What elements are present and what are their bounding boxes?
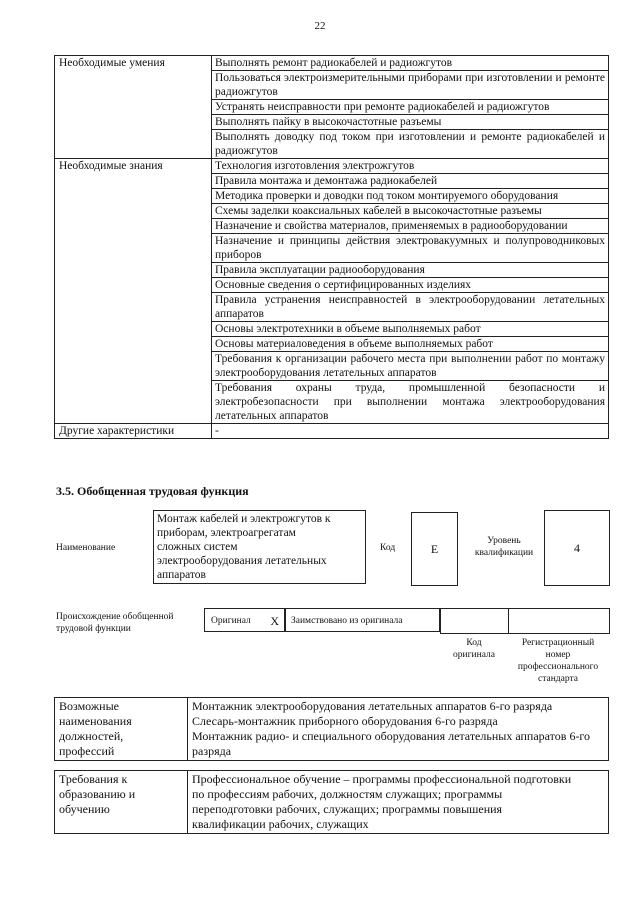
knowledge-item: Методика проверки и доводки под током монтируемого оборудования <box>212 189 609 204</box>
function-name-line: Монтаж кабелей и электрожгутов к <box>157 513 331 525</box>
qualification-level-label: Уровень квалификации <box>474 536 534 558</box>
qualification-level-box: 4 <box>544 510 610 586</box>
row-label-skills: Необходимые умения <box>55 56 212 159</box>
registration-number-caption: Регистрационный номер профессионального стандарта <box>517 638 599 684</box>
function-name-line: электрооборудования летательных <box>157 555 327 567</box>
function-name-line: приборам, электроагрегатам <box>157 527 296 539</box>
skill-item: Устранять неисправности при ремонте радиокабелей и радиожгутов <box>212 100 609 115</box>
skill-item: Пользоваться электроизмерительными приборами при изготовлении и ремонте радиожгутов <box>212 71 609 100</box>
table-row <box>55 424 609 439</box>
origin-code-cell <box>440 608 510 634</box>
position-item: Монтажник радио- и специального оборудования летательных аппаратов 6-го разряда <box>192 729 591 758</box>
knowledge-item: Назначение и свойства материалов, применяемых в радиооборудовании <box>212 219 609 234</box>
skill-item: Выполнять ремонт радиокабелей и радиожгутов <box>212 56 609 71</box>
origin-row <box>204 608 608 634</box>
education-label: Требования к образованию и обучению <box>55 771 188 834</box>
education-text: Профессиональное обучение – программы профессиональной подготовки по профессиям рабочих, должностям служащих; программы переподготовки рабочих, служащих; программы повышения квалификации рабочих, служащих <box>188 771 609 834</box>
row-label-knowledge: Необходимые знания <box>55 159 212 424</box>
knowledge-item: Назначение и принципы действия электровакуумных и полупроводниковых приборов <box>212 234 609 263</box>
knowledge-item: Правила устранения неисправностей в электрооборудовании летательных аппаратов <box>212 293 609 322</box>
code-label: Код <box>380 543 396 553</box>
function-name-line: сложных систем <box>157 541 238 553</box>
knowledge-item: Основы электротехники в объеме выполняемых работ <box>212 322 609 337</box>
table-row <box>55 771 609 834</box>
original-cell: Оригинал X <box>204 608 285 632</box>
section-heading: 3.5. Обобщенная трудовая функция <box>56 484 249 498</box>
other-item: - <box>212 424 609 439</box>
table-row <box>55 159 609 174</box>
knowledge-item: Схемы заделки коаксиальных кабелей в высокочастотные разъемы <box>212 204 609 219</box>
knowledge-item: Основы материаловедения в объеме выполняемых работ <box>212 337 609 352</box>
knowledge-item: Основные сведения о сертифицированных изделиях <box>212 278 609 293</box>
knowledge-item: Правила эксплуатации радиооборудования <box>212 263 609 278</box>
origin-label: Происхождение обобщенной трудовой функции <box>56 612 174 634</box>
page-number: 22 <box>314 20 326 32</box>
education-table <box>54 770 609 834</box>
skills-knowledge-table <box>54 55 609 439</box>
registration-number-cell <box>508 608 610 634</box>
skill-item: Выполнять пайку в высокочастотные разъемы <box>212 115 609 130</box>
function-name-line: аппаратов <box>157 569 206 581</box>
name-label: Наименование <box>56 543 116 553</box>
row-label-other: Другие характеристики <box>55 424 212 439</box>
positions-table <box>54 697 609 761</box>
knowledge-item: Требования охраны труда, промышленной безопасности и электробезопасности при выполнении монтажа электрооборудования летательных аппаратов <box>212 381 609 424</box>
code-value-box: E <box>411 512 458 586</box>
borrowed-cell: Заимствовано из оригинала <box>285 608 440 632</box>
original-mark: X <box>270 614 279 628</box>
knowledge-item: Технология изготовления электрожгутов <box>212 159 609 174</box>
knowledge-item: Требования к организации рабочего места при выполнении работ по монтажу электрооборудования летательных аппаратов <box>212 352 609 381</box>
positions-label: Возможные наименования должностей, профессий <box>55 698 188 761</box>
position-item: Слесарь-монтажник приборного оборудования 6-го разряда <box>192 714 498 728</box>
function-name-box <box>153 510 366 584</box>
table-row <box>55 56 609 71</box>
positions-list <box>188 698 609 761</box>
table-row <box>55 698 609 761</box>
origin-code-caption: Код оригинала <box>453 638 495 660</box>
position-item: Монтажник электрооборудования летательных аппаратов 6-го разряда <box>192 699 553 713</box>
skill-item: Выполнять доводку под током при изготовлении и ремонте радиокабелей и радиожгутов <box>212 130 609 159</box>
knowledge-item: Правила монтажа и демонтажа радиокабелей <box>212 174 609 189</box>
